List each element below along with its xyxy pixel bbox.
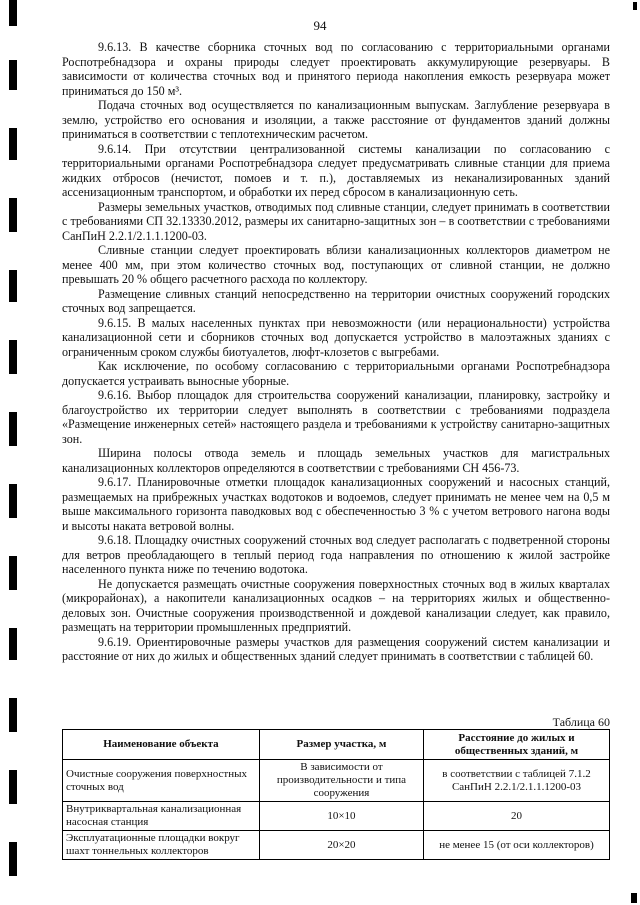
- paragraph-9-6-17: 9.6.17. Планировочные отметки площадок канализационных сооружений и насосных станций, размещаемых на прибрежных участках водотоков и водоемов, следует принимать не менее чем на 0,5 м выше максимального горизонта паводковых вод с обеспеченностью 3 % с учетом ветрового нагона воды и высоты наката ветровой волны.: [62, 475, 610, 533]
- cell-distance: 20: [424, 802, 610, 831]
- binder-mark: [9, 698, 17, 732]
- cell-plot-size: 20×20: [259, 831, 423, 860]
- table-row: [63, 831, 610, 860]
- header-object-name: Наименование объекта: [63, 730, 260, 760]
- paragraph-9-6-15: 9.6.15. В малых населенных пунктах при невозможности (или нерациональности) устройства канализационной сети и сборников сточных вод допускается устройство в малоэтажных зданиях с ограниченным сроком службы биотуалетов, люфт-клозетов с выгребами.: [62, 315, 610, 359]
- header-distance: Расстояние до жилых и общественных зданий, м: [424, 730, 610, 760]
- paragraph-9-6-18: 9.6.18. Площадку очистных сооружений сточных вод следует располагать с подветренной стороны для ветров преобладающего в теплый период года направления по отношению к жилой застройке населенного пункта ниже по течению водотока.: [62, 533, 610, 576]
- binder-mark: [9, 842, 17, 876]
- paragraph: Как исключение, по особому согласованию с территориальными органами Роспотребнадзора допускается устраивать выносные уборные.: [62, 359, 610, 388]
- paragraph-9-6-13: 9.6.13. В качестве сборника сточных вод по согласованию с территориальными органами Роспотребнадзора и охраны природы следует проектировать аккумулирующие резервуары. В зависимости от количества сточных вод и принятого периода накопления емкость резервуара может приниматься до 150 м³.: [62, 40, 610, 98]
- table-row: [63, 760, 610, 802]
- binder-mark: [9, 128, 17, 160]
- binder-mark: [9, 556, 17, 590]
- binder-mark: [9, 484, 17, 518]
- cell-plot-size: В зависимости от производительности и типа сооружения: [259, 760, 423, 802]
- table-row: [63, 802, 610, 831]
- table-60: [62, 729, 610, 860]
- header-plot-size: Размер участка, м: [259, 730, 423, 760]
- binder-mark: [9, 340, 17, 374]
- cell-distance: в соответствии с таблицей 7.1.2 СанПиН 2.2.1/2.1.1.1200-03: [424, 760, 610, 802]
- binder-mark: [9, 770, 17, 804]
- cell-plot-size: 10×10: [259, 802, 423, 831]
- paragraph-9-6-19: 9.6.19. Ориентировочные размеры участков для размещения сооружений систем канализации и расстояние от них до жилых и общественных зданий следует принимать в соответствии с таблицей 60.: [62, 634, 610, 663]
- paragraph: Сливные станции следует проектировать вблизи канализационных коллекторов диаметром не менее 400 мм, при этом количество сточных вод, поступающих от сливной станции, не должно превышать 20 % общего расчетного расхода по коллектору.: [62, 243, 610, 286]
- binder-mark: [9, 198, 17, 232]
- table-header-row: [63, 730, 610, 760]
- table-caption: Таблица 60: [552, 715, 610, 729]
- binder-mark: [9, 412, 17, 446]
- cell-object-name: Очистные сооружения поверхностных сточных вод: [63, 760, 260, 802]
- page-number: 94: [313, 18, 327, 33]
- cell-object-name: Эксплуатационные площадки вокруг шахт тоннельных коллекторов: [63, 831, 260, 860]
- paragraph: Размещение сливных станций непосредственно на территории очистных сооружений городских сточных вод запрещается.: [62, 286, 610, 315]
- binder-mark: [9, 270, 17, 302]
- cell-distance: не менее 15 (от оси коллекторов): [424, 831, 610, 860]
- paragraph: Размеры земельных участков, отводимых под сливные станции, следует принимать в соответствии с требованиями СП 32.13330.2012, размеры их санитарно-защитных зон – в соответствии с требованиями СанПиН 2.2.1/2.1.1.1200-03.: [62, 199, 610, 243]
- scan-dot: [631, 893, 637, 903]
- paragraph: Ширина полосы отвода земель и площадь земельных участков для магистральных канализационных коллекторов определяются в соответствии с требованиями СН 456-73.: [62, 446, 610, 475]
- scan-dot: [633, 2, 637, 10]
- binder-mark: [9, 628, 17, 660]
- binder-mark: [9, 60, 17, 90]
- paragraph-9-6-16: 9.6.16. Выбор площадок для строительства сооружений канализации, планировку, застройку и благоустройство их территории следует выполнять в соответствии с требованиями подраздела «Размещение инженерных сетей» настоящего раздела и требованиями к устройству санитарно-защитных зон.: [62, 388, 610, 446]
- text-body: [62, 40, 610, 664]
- paragraph: Не допускается размещать очистные сооружения поверхностных сточных вод в жилых кварталах (микрорайонах), а накопители канализационных осадков – на территориях жилых и общественно-деловых зон. Очистные сооружения производственной и дождевой канализации следует, как правило, размещать на территории промышленных предприятий.: [62, 576, 610, 634]
- cell-object-name: Внутриквартальная канализационная насосная станция: [63, 802, 260, 831]
- paragraph: Подача сточных вод осуществляется по канализационным выпускам. Заглубление резервуара в землю, устройство его основания и изоляции, а также расстояние от фундаментов зданий должны приниматься в соответствии с теплотехническим расчетом.: [62, 98, 610, 141]
- paragraph-9-6-14: 9.6.14. При отсутствии централизованной системы канализации по согласованию с территориальными органами Роспотребнадзора следует предусматривать сливные станции для приема жидких отбросов (нечистот, помоев и т. п.), доставляемых из неканализированных зданий ассенизационным транспортом, и обработки их перед сбросом в канализационную сеть.: [62, 141, 610, 199]
